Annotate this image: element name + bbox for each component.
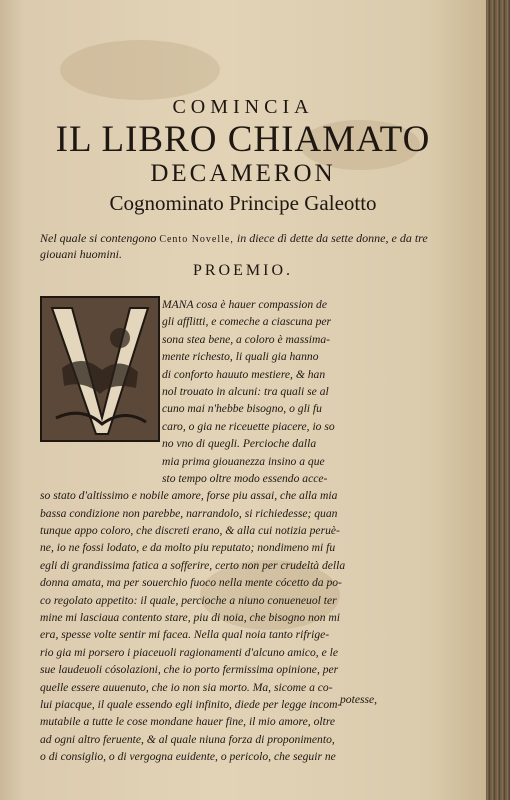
text-line: mutabile a tutte le cose mondane hauer fine, il mio amore, oltre — [40, 715, 336, 729]
text-line: no vno di quegli. Percioche dalla — [162, 437, 317, 451]
text-line: sue laudeuoli cósolazioni, che io porto fermissima opinione, per — [40, 663, 339, 677]
description-end: in diece dì dette da sette donne, e da tre giouani huomini. — [40, 231, 428, 261]
text-line: mente richesto, li quali gia hanno — [162, 350, 319, 364]
text-line: mia prima giouanezza insino a que — [162, 454, 325, 468]
text-line: di conforto hauuto mestiere, & han — [162, 367, 326, 381]
text-line: so stato d'altissimo e nobile amore, forse piu assai, che alla mia — [40, 489, 338, 503]
text-line: lui piacque, il quale essendo egli infinito, diede per legge incom- — [40, 697, 342, 711]
text-line: ne, io ne fossi lodato, e da molto piu reputato; nondimeno mi fu — [40, 541, 336, 555]
text-line: ad ogni altro feruente, & al quale niuna forza di proponimento, — [40, 732, 335, 746]
work-subtitle: Cognominato Principe Galeotto — [109, 191, 377, 215]
text-line: gli afflitti, e comeche a ciascuna per — [162, 315, 332, 329]
text-line: co regolato appetito: il quale, percioche a niuno conueneuol ter — [40, 593, 337, 607]
book-page-edges — [486, 0, 510, 800]
incipit-line: COMINCIA — [172, 96, 314, 118]
text-line: rio gia mi porsero i piaceuoli ragionamenti d'alcuno amico, e le — [40, 645, 338, 659]
book-title: IL LIBRO CHIAMATO — [55, 119, 431, 160]
description-small-caps: Cento Novelle, — [159, 234, 234, 245]
text-line: sona stea bene, a coloro è massima- — [162, 332, 330, 346]
text-line: donna amata, ma per souerchio fuoco nella mente cócetto da po- — [40, 576, 342, 590]
text-line: egli di grandissima fatica a sofferire, certo non per crudeltà della — [40, 558, 346, 572]
catchword: potesse, — [340, 693, 378, 706]
text-line: caro, o gia ne riceuette piacere, io so — [162, 419, 335, 433]
text-line: tunque appo coloro, che discreti erano, & alla cui notizia peruè- — [40, 524, 340, 538]
text-line: cuno mai n'hebbe bisogno, o gli fu — [162, 402, 322, 416]
work-title: DECAMERON — [150, 160, 336, 187]
text-line: nol trouato in alcuni: tra quali se al — [162, 384, 329, 398]
text-line: era, spesse volte sentir mi facea. Nella qual noia tanto rifrige- — [40, 628, 330, 642]
text-line: quelle essere auuenuto, che io non sia morto. Ma, sicome a co- — [40, 680, 333, 694]
text-line: mine mi lasciaua contento stare, piu di noia, che bisogno non mi — [40, 611, 341, 625]
text-line: MANA cosa è hauer compassion de — [162, 298, 327, 311]
section-title: PROEMIO. — [192, 262, 293, 279]
text-line: sto tempo oltre modo essendo acce- — [162, 471, 328, 485]
text-line: o di consiglio, o di vergogna euidente, o pericolo, che seguir ne — [40, 750, 336, 764]
description-start: Nel quale si contengono — [40, 231, 157, 245]
contents-description — [40, 231, 460, 261]
text-line: bassa condizione non parebbe, narrandolo, si richiedesse; quan — [40, 506, 338, 520]
page-stain — [60, 40, 220, 100]
